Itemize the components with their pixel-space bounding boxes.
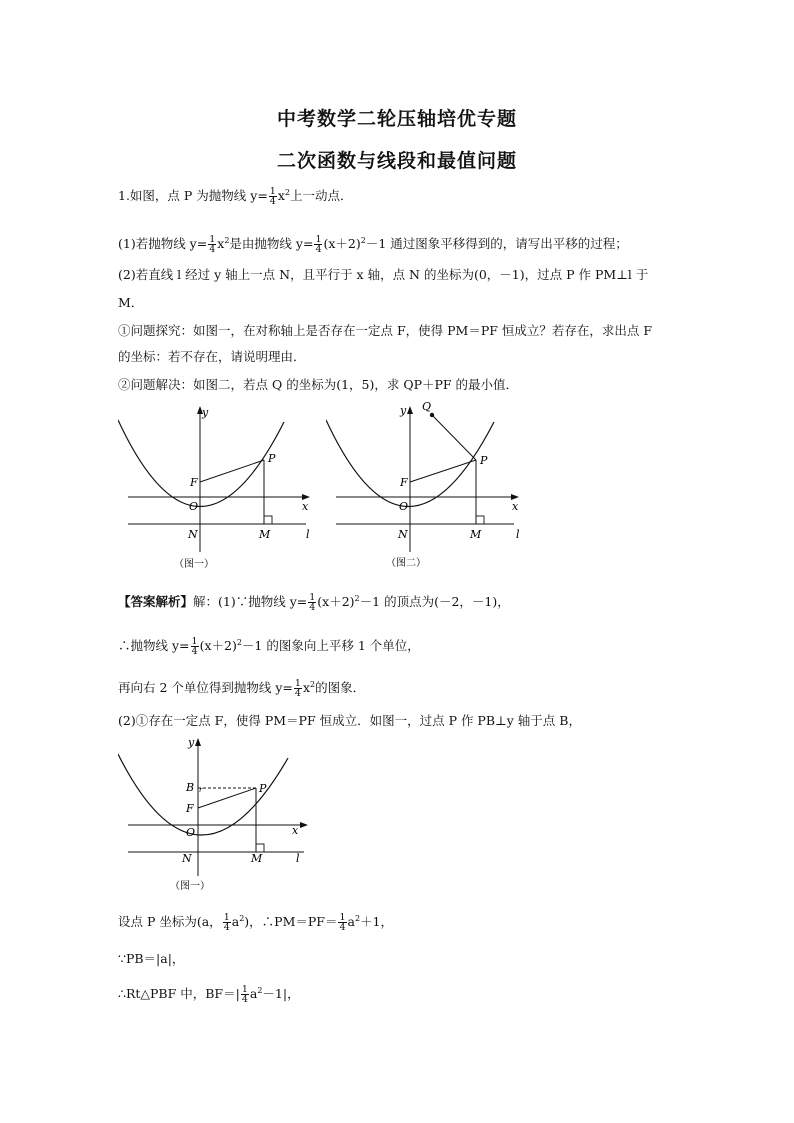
y-axis-arrow	[195, 738, 201, 746]
label-f: F	[186, 802, 194, 815]
label-right-angle-b: r	[199, 786, 203, 794]
point-q	[430, 413, 434, 417]
question-2-1: ①问题探究：如图一，在对称轴上是否存在一定点 F，使得 PM＝PF 恒成立？若存在，求出点 F	[118, 323, 653, 338]
label-f: F	[400, 476, 408, 489]
label-m: M	[470, 528, 482, 541]
caption-figure-two: （图二）	[386, 558, 426, 569]
segment-qp	[432, 415, 476, 460]
label-y: y	[400, 404, 407, 417]
answer-line-3: 再向右 2 个单位得到抛物线 y= $\frac{1}{4}$ $x^2$的图象．	[118, 678, 366, 700]
answer-line-1: 【答案解析】解：(1)∵抛物线 y= $\frac{1}{4}$ $(x+2)^2-1$ 的顶点为(－2，－1)，	[118, 592, 510, 614]
question-2-1-cont: 的坐标：若不存在，请说明理由．	[118, 349, 306, 364]
x-axis-arrow	[300, 822, 308, 828]
right-angle-mark	[256, 844, 264, 852]
problem-intro: 1.如图，点 P 为抛物线 y= $\frac{1}{4}$ $x^2$上一动点．	[118, 186, 353, 208]
segment-pf	[410, 460, 476, 482]
answer-line-2: ∴抛物线 y= $\frac{1}{4}$ $(x+2)^2-1$ 的图象向上平移 1 个单位，	[118, 636, 420, 658]
figure-one-svg	[118, 402, 318, 574]
parabola	[118, 420, 284, 507]
title-sub: 二次函数与线段和最值问题	[276, 150, 517, 172]
label-m: M	[259, 528, 271, 541]
figure-one	[118, 402, 318, 578]
label-y: y	[188, 736, 195, 749]
label-l: l	[516, 528, 520, 541]
label-p: P	[259, 782, 267, 795]
y-axis-arrow	[407, 406, 413, 414]
label-l: l	[306, 528, 310, 541]
label-m: M	[251, 852, 263, 865]
figure-two-svg	[326, 398, 526, 574]
question-2-2: ②问题解决：如图二，若点 Q 的坐标为(1，5)，求 QP＋PF 的最小值．	[118, 377, 519, 392]
answer-line-6: ∵PB＝|a|，	[118, 951, 185, 966]
label-b: B	[186, 781, 195, 794]
label-n: N	[188, 528, 198, 541]
answer-line-4: (2)①存在一定点 F，使得 PM＝PF 恒成立．如图一，过点 P 作 PB⊥y 轴于点 B，	[118, 713, 581, 728]
question-2-cont: M．	[118, 295, 144, 310]
question-2: (2)若直线 l 经过 y 轴上一点 N，且平行于 x 轴，点 N 的坐标为(0，－1)，过点 P 作 PM⊥l 于	[118, 267, 649, 282]
figure-two	[326, 398, 526, 578]
segment-pf	[198, 788, 256, 808]
label-p: P	[268, 452, 276, 465]
label-n: N	[398, 528, 408, 541]
label-o: O	[189, 500, 199, 513]
label-y: y	[202, 406, 209, 419]
label-x: x	[302, 500, 309, 513]
caption-figure-one-answer: （图一）	[170, 881, 210, 892]
label-l: l	[296, 852, 300, 865]
figure-one-answer-svg	[118, 736, 318, 896]
label-q: Q	[422, 400, 432, 413]
label-p: P	[480, 454, 488, 467]
right-angle-mark	[476, 516, 484, 524]
answer-line-7: ∴Rt△PBF 中，BF＝| $\frac{1}{4}$ $a^2-1|$，	[118, 984, 300, 1006]
title-main: 中考数学二轮压轴培优专题	[276, 108, 517, 130]
label-o: O	[186, 826, 196, 839]
label-n: N	[182, 852, 192, 865]
caption-figure-one: （图一）	[174, 559, 214, 570]
label-f: F	[190, 476, 198, 489]
question-1: (1)若抛物线 y= $\frac{1}{4}$ $x^2$是由抛物线 y= $\frac{1}{4}$ $(x+2)^2-1$ 通过图象平移得到的，请写出平移的过程；	[118, 234, 628, 256]
fraction: $\frac{1}{4}$	[269, 186, 276, 208]
figure-one-answer	[118, 736, 318, 900]
label-o: O	[399, 500, 409, 513]
right-angle-mark	[264, 516, 272, 524]
label-x: x	[512, 500, 519, 513]
label-x: x	[292, 824, 299, 837]
answer-tag: 【答案解析】	[118, 594, 194, 610]
answer-line-5: 设点 P 坐标为(a， $\frac{1}{4}$ $a^2$)，∴PM＝PF＝ $\frac{1}{4}$ $a^2+1$，	[118, 912, 393, 934]
